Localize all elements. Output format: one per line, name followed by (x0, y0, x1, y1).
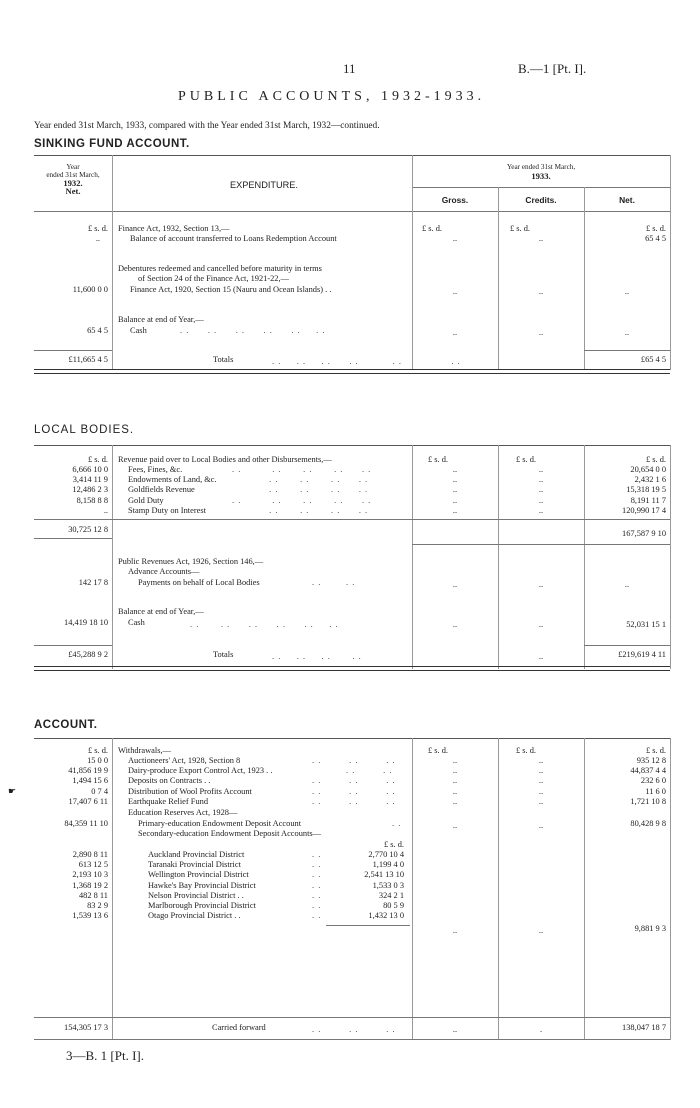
leader-dots: . . . . . . . . . . . . . . . . . . . . . . . . . . . . . . . . . . . . . . . . . . . . (232, 465, 372, 515)
sinking-fund-heading: SINKING FUND ACCOUNT. (34, 138, 190, 150)
sinking-col-rule (412, 155, 413, 370)
local-bal-gross: .. (452, 620, 458, 629)
sinking-row3-desc: Balance at end of Year,— (118, 315, 204, 324)
local-item-net: 15,318 19 5 (626, 485, 666, 495)
local-adv-desc: Payments on behalf of Local Bodies (138, 578, 260, 587)
district-label: Hawke's Bay Provincial District (148, 880, 256, 890)
sinking-row2-desc: of Section 24 of the Finance Act, 1921-22,— (138, 274, 289, 283)
carried-forward-rule (34, 1017, 670, 1018)
secondary-education-label: Secondary-education Endowment Deposit Accounts— (138, 829, 322, 838)
leader-dots: . . . . . . . . . . . . (180, 326, 326, 335)
sinking-row1-credits: .. (538, 234, 544, 243)
account-item-gross: .. (452, 766, 458, 776)
district-amount: 2,541 13 10 (364, 870, 404, 880)
unit-label: £ s. d. (645, 455, 666, 464)
local-credits-column (498, 465, 584, 516)
local-col-rule (670, 445, 671, 669)
local-item-gross: .. (452, 485, 458, 495)
account-item-gross: .. (452, 776, 458, 786)
account-item-gross: .. (452, 796, 458, 806)
sinking-totals-rule (34, 350, 112, 351)
district-prev: 2,193 10 3 (72, 870, 108, 880)
account-gross-column (412, 756, 498, 807)
district-label: Wellington Provincial District (148, 870, 249, 880)
local-item-credits: .. (538, 505, 544, 515)
sinking-row1-desc: Finance Act, 1932, Section 13,— (118, 224, 230, 233)
local-item-gross: .. (452, 505, 458, 515)
unit-label: £ s. d. (422, 224, 443, 233)
local-top-rule (34, 445, 670, 446)
local-totals-label: Totals (213, 650, 234, 659)
local-item-prev: 12,486 2 3 (72, 485, 108, 495)
withdrawals-label: Withdrawals,— (118, 746, 171, 755)
local-col-rule (584, 445, 585, 669)
sinking-row3-desc: Cash (130, 326, 147, 335)
leader-dots: . . (392, 819, 402, 828)
local-item-prev: .. (103, 505, 108, 515)
account-item-prev: 15 0 0 (87, 756, 108, 765)
account-item-credits: .. (538, 756, 544, 765)
sinking-row2-net: .. (624, 287, 630, 296)
account-item-gross: .. (452, 756, 458, 765)
local-subtotal-rule (412, 544, 670, 545)
leader-dots: . . . . . . (312, 1025, 396, 1034)
unit-label: £ s. d. (510, 224, 531, 233)
gross-header: Gross. (441, 195, 469, 205)
local-totals-credits: .. (538, 652, 544, 661)
account-item-credits: .. (538, 786, 544, 796)
primary-education-label: Primary-education Endowment Deposit Account (138, 819, 302, 828)
page-number: 11 (343, 61, 356, 76)
sinking-col-rule (498, 187, 499, 370)
account-item-label: Auctioneers' Act, 1928, Section 8 (128, 756, 241, 765)
account-item-prev: 0 7 4 (91, 786, 108, 796)
sinking-totals-label: Totals (213, 355, 234, 364)
education-reserves-label: Education Reserves Act, 1928— (128, 808, 238, 817)
account-item-net: 232 6 0 (640, 776, 666, 786)
account-item-credits: .. (538, 766, 544, 776)
sinking-row3-gross: .. (452, 328, 458, 337)
district-amount: 1,533 0 3 (372, 880, 404, 890)
local-item-label: Fees, Fines, &c. (128, 465, 183, 474)
page-subtitle: Year ended 31st March, 1933, compared with the Year ended 31st March, 1932—continued. (34, 121, 380, 131)
local-bal-prev: 14,419 18 10 (64, 618, 108, 627)
district-label: Otago Provincial District . . (148, 911, 241, 921)
primary-education-gross: .. (452, 821, 458, 830)
local-totals-prev: £45,288 9 2 (68, 650, 108, 659)
local-item-label: Endowments of Land, &c. (128, 475, 217, 485)
primary-education-prev: 84,359 11 10 (64, 819, 108, 828)
local-item-gross: .. (452, 475, 458, 485)
account-item-label: Distribution of Wool Profits Account (128, 786, 252, 796)
district-prev: 83 2 9 (87, 900, 108, 910)
local-bal-credits: .. (538, 620, 544, 629)
account-top-rule (34, 738, 670, 739)
account-heading: ACCOUNT. (34, 719, 98, 731)
unit-label: £ s. d. (428, 455, 449, 464)
primary-education-net: 80,428 9 8 (630, 819, 666, 828)
unit-label: £ s. d. (645, 224, 666, 233)
leader-dots: . . . . . . . . (272, 652, 362, 661)
page-title: PUBLIC ACCOUNTS, 1932-1933. (178, 89, 486, 104)
unit-label: £ s. d. (516, 746, 537, 755)
districts-gross: .. (452, 926, 458, 935)
credits-header: Credits. (525, 195, 557, 205)
margin-mark: ☛ (8, 786, 17, 796)
district-label: Taranaki Provincial District (148, 860, 241, 870)
account-bottom-rule (34, 1039, 670, 1040)
local-item-label: Stamp Duty on Interest (128, 505, 206, 515)
account-item-prev: 1,494 15 6 (72, 776, 108, 786)
local-item-prev: 3,414 11 9 (72, 475, 108, 485)
account-col-rule (670, 738, 671, 1040)
sinking-col-rule (670, 155, 671, 370)
sinking-bottom-double-rule (34, 369, 670, 374)
account-item-prev: 41,856 19 9 (68, 766, 108, 776)
sinking-row1-desc: Balance of account transferred to Loans Redemption Account (130, 234, 337, 243)
local-bottom-double-rule (34, 666, 670, 671)
local-item-net: 2,432 1 6 (634, 475, 666, 485)
account-item-credits: .. (538, 796, 544, 806)
unit-label: £ s. d. (428, 746, 449, 755)
local-bodies-heading: LOCAL BODIES. (34, 424, 135, 436)
footer-reference: 3—B. 1 [Pt. I]. (66, 1048, 144, 1063)
document-reference: B.—1 [Pt. I]. (518, 61, 587, 76)
district-label: Marlborough Provincial District (148, 900, 256, 910)
sinking-row1-prev: .. (95, 234, 100, 243)
account-item-net: 1,721 10 8 (630, 796, 666, 806)
local-item-net: 120,990 17 4 (622, 505, 666, 515)
account-item-label: Earthquake Relief Fund (128, 796, 209, 806)
district-subtotal-rule (326, 925, 410, 926)
local-adv-credits: .. (538, 580, 544, 589)
local-item-prev: 6,666 10 0 (72, 465, 108, 474)
district-amount: 1,432 13 0 (368, 911, 404, 921)
unit-label: £ s. d. (87, 746, 108, 755)
sinking-col-rule (112, 155, 113, 370)
sinking-header-bottom-rule (34, 211, 670, 212)
local-totals-rule (34, 645, 112, 646)
account-prev-column (34, 756, 108, 807)
local-totals-rule (584, 645, 670, 646)
district-amount: 2,770 10 4 (368, 850, 404, 859)
local-item-label: Goldfields Revenue (128, 485, 195, 495)
local-intro: Revenue paid over to Local Bodies and other Disbursements,— (118, 455, 332, 464)
account-item-credits: .. (538, 776, 544, 786)
local-bal-desc: Balance at end of Year,— (118, 607, 204, 616)
local-item-label: Gold Duty (128, 495, 164, 505)
local-bal-net: 52,031 15 1 (626, 620, 666, 629)
local-gross-column (412, 465, 498, 516)
sinking-totals-rule (584, 350, 670, 351)
carried-forward-gross: .. (452, 1025, 458, 1034)
sinking-row2-desc: Finance Act, 1920, Section 15 (Nauru and Ocean Islands) . . (130, 285, 332, 294)
local-subtotal-rule (34, 519, 670, 520)
account-item-label: Deposits on Contracts . . (128, 776, 211, 786)
district-label-column (148, 850, 256, 921)
sinking-row3-credits: .. (538, 328, 544, 337)
sinking-row2-prev: 11,600 0 0 (72, 285, 108, 294)
district-amount-column (332, 850, 404, 921)
unit-label: £ s. d. (87, 224, 108, 233)
account-col-rule (584, 738, 585, 1040)
district-prev: 482 8 11 (78, 890, 108, 900)
sinking-row3-prev: 65 4 5 (87, 326, 108, 335)
carried-forward-label: Carried forward (212, 1023, 266, 1032)
sinking-totals-prev: £11,665 4 5 (68, 355, 108, 364)
sinking-totals-net: £65 4 5 (640, 355, 666, 364)
account-item-label: Dairy-produce Export Control Act, 1923 . . (128, 766, 273, 776)
local-subtotal-net: 167,587 9 10 (622, 529, 666, 538)
local-item-gross: .. (452, 465, 458, 474)
district-label: Nelson Provincial District . . (148, 890, 244, 900)
district-label: Auckland Provincial District (148, 850, 245, 859)
district-prev: 1,539 13 6 (72, 911, 108, 921)
account-item-net: 44,837 4 4 (630, 766, 666, 776)
local-item-credits: .. (538, 465, 544, 474)
expenditure-header: EXPENDITURE. (230, 180, 298, 190)
unit-label: £ s. d. (645, 746, 666, 755)
account-credits-column (498, 756, 584, 807)
district-amount: 1,199 4 0 (372, 860, 404, 870)
sinking-header-divider (412, 187, 670, 188)
district-prev-column (34, 850, 108, 921)
local-item-credits: .. (538, 475, 544, 485)
leader-dots: . . . . . . . . . . . . . . . . . . . . . . . . . . . . (312, 756, 396, 806)
account-item-prev: 17,407 6 11 (68, 796, 108, 806)
sinking-row2-credits: .. (538, 287, 544, 296)
net-header: Net. (619, 195, 635, 205)
unit-label: £ s. d. (87, 455, 108, 464)
district-prev: 1,368 19 2 (72, 880, 108, 890)
sub-unit-label: £ s. d. (383, 840, 404, 849)
sinking-row3-net: .. (624, 328, 630, 337)
sinking-prev-year-header: Year ended 31st March, 1932. Net. (46, 163, 100, 196)
district-prev: 613 12 5 (78, 860, 108, 870)
sinking-current-year-header: Year ended 31st March, 1933. (506, 163, 576, 181)
account-item-gross: .. (452, 786, 458, 796)
district-amount: 324 2 1 (378, 890, 404, 900)
sinking-row1-net: 65 4 5 (645, 234, 666, 243)
local-item-credits: .. (538, 495, 544, 505)
local-item-credits: .. (538, 485, 544, 495)
leader-dots: . . . . . . . . . . . . (190, 620, 339, 629)
account-col-rule (112, 738, 113, 1040)
districts-net: 9,881 9 3 (634, 924, 666, 933)
local-net-column (586, 465, 666, 516)
local-adv-desc: Public Revenues Act, 1926, Section 146,— (118, 557, 264, 566)
account-item-net: 11 6 0 (645, 786, 666, 796)
account-net-column (586, 756, 666, 807)
local-item-prev: 8,158 8 8 (76, 495, 108, 505)
sinking-top-rule (34, 155, 670, 156)
sinking-col-rule (584, 187, 585, 370)
local-item-net: 20,654 0 0 (630, 465, 666, 474)
account-label-column (128, 756, 272, 807)
leader-dots: . . . . (312, 578, 356, 587)
unit-label: £ s. d. (516, 455, 537, 464)
carried-forward-prev: 154,305 17 3 (64, 1023, 108, 1032)
local-item-net: 8,191 11 7 (630, 495, 666, 505)
sinking-row2-desc: Debentures redeemed and cancelled before maturity in terms (118, 264, 322, 273)
leader-dots: . . . . . . . . . . . . (272, 357, 461, 366)
sinking-row2-gross: .. (452, 287, 458, 296)
carried-forward-credits: . (539, 1025, 543, 1034)
district-amount: 80 5 9 (383, 900, 404, 910)
local-prev-column (34, 465, 108, 516)
local-totals-net: £219,619 4 11 (618, 650, 666, 659)
leader-dots: . . . . . . . . . . . . . . (312, 850, 322, 921)
local-subtotal-prev: 30,725 12 8 (68, 525, 108, 534)
local-adv-prev: 142 17 8 (78, 578, 108, 587)
district-prev: 2,890 8 11 (72, 850, 108, 859)
local-bal-desc: Cash (128, 618, 145, 627)
local-adv-gross: .. (452, 580, 458, 589)
local-adv-net: .. (624, 580, 630, 589)
districts-credits: .. (538, 926, 544, 935)
carried-forward-net: 138,047 18 7 (622, 1023, 666, 1032)
local-adv-desc: Advance Accounts— (128, 567, 200, 576)
local-label-column (128, 465, 217, 516)
local-item-gross: .. (452, 495, 458, 505)
account-item-net: 935 12 8 (636, 756, 666, 765)
primary-education-credits: .. (538, 821, 544, 830)
local-col-rule (112, 445, 113, 669)
local-subtotal-rule (34, 538, 112, 539)
sinking-row1-gross: .. (452, 234, 458, 243)
